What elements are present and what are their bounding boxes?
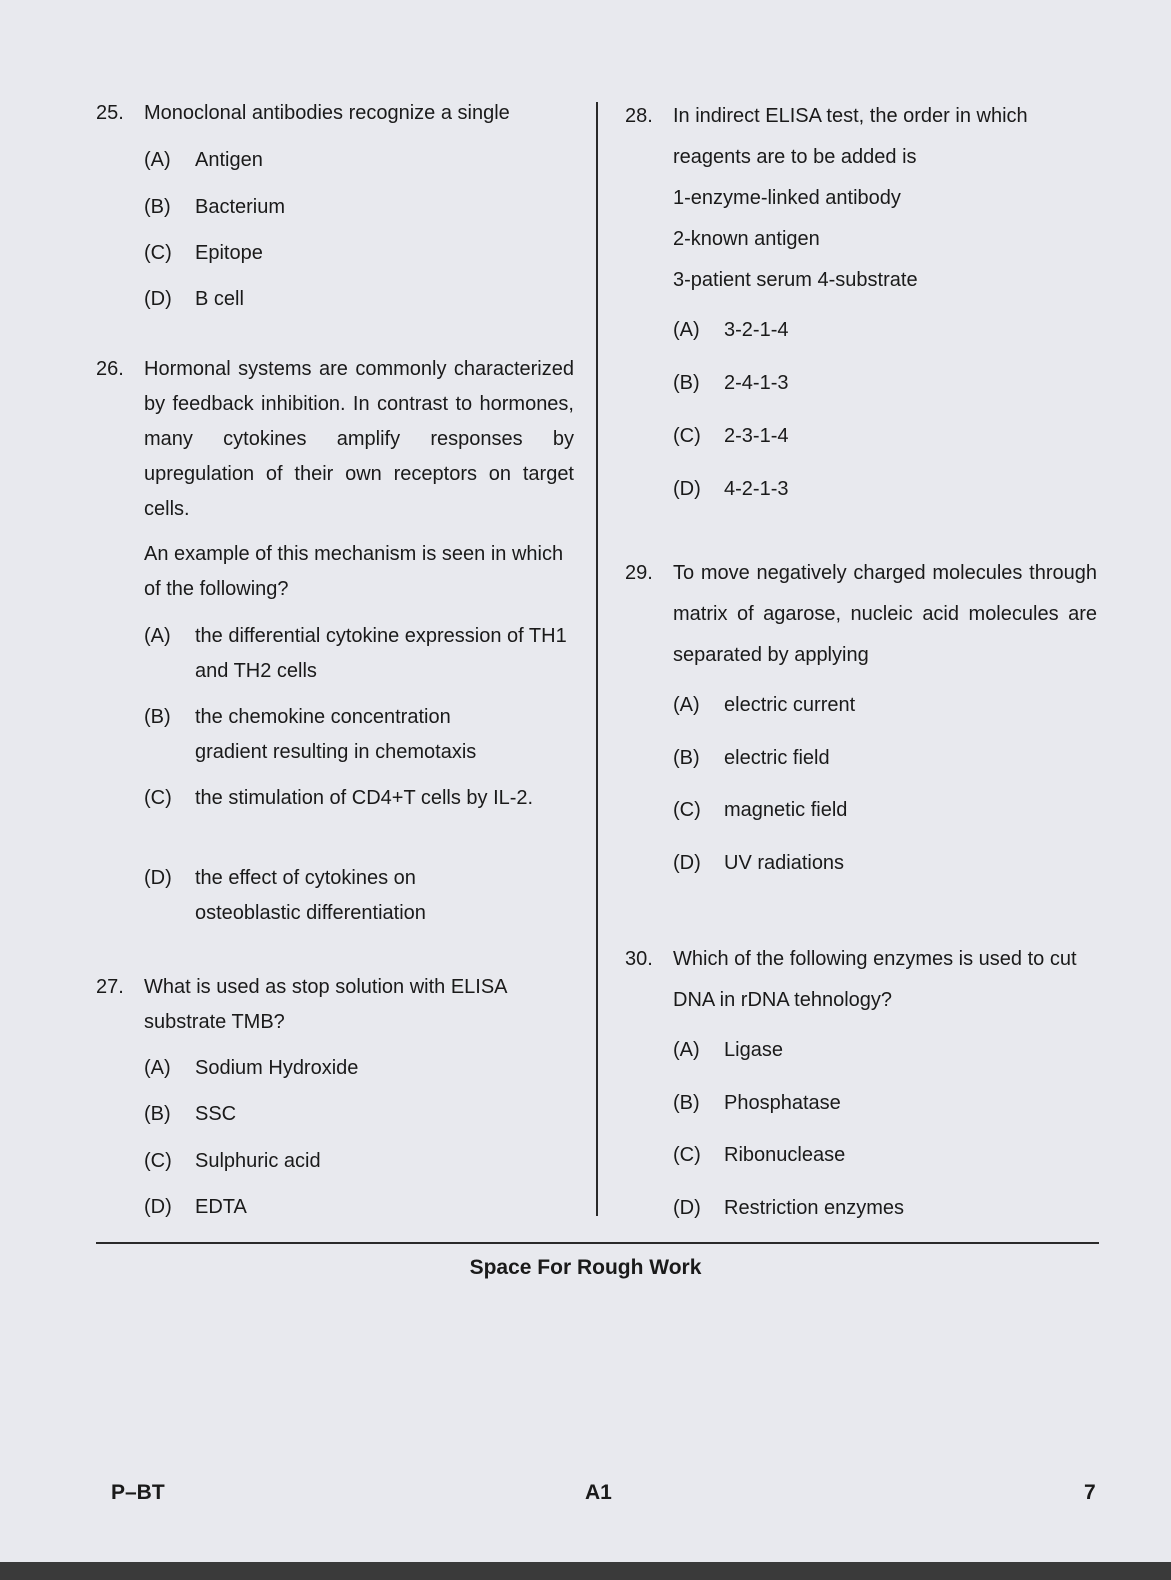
option-text: Ligase [724, 1039, 783, 1061]
option-text: UV radiations [724, 852, 845, 874]
option-text: magnetic field [724, 799, 848, 821]
question-line: In indirect ELISA test, the order in which [673, 105, 1028, 127]
option-text: 2-3-1-4 [724, 425, 789, 447]
question-text: What is used as stop solution with ELISA substrate TMB? [144, 976, 507, 1033]
option-text: Restriction enzymes [724, 1197, 905, 1219]
question-28 [625, 96, 1105, 301]
option-label: (B) [144, 196, 171, 218]
option-label: (D) [144, 1196, 172, 1218]
question-line: 1-enzyme-linked antibody [673, 187, 901, 209]
footer-series: A1 [585, 1481, 612, 1504]
rough-work-heading: Space For Rough Work [469, 1256, 702, 1279]
option-label: (A) [673, 319, 700, 341]
question-line: 2-known antigen [673, 228, 820, 250]
option-label: (D) [144, 867, 172, 889]
option-text: the stimulation of CD4+T cells by IL-2. [195, 787, 534, 809]
option-label: (D) [673, 478, 701, 500]
option-28-a [673, 313, 1105, 348]
option-25-a [144, 143, 574, 178]
option-text: Phosphatase [724, 1092, 841, 1114]
option-label: (D) [673, 852, 701, 874]
option-text: electric field [724, 747, 830, 769]
scan-bottom-edge [0, 1562, 1171, 1580]
question-number: 28. [625, 105, 653, 127]
option-29-d [673, 846, 1105, 881]
option-28-d [673, 472, 1105, 507]
option-text: 3-2-1-4 [724, 319, 789, 341]
option-28-b [673, 366, 1105, 401]
question-line: reagents are to be added is [673, 146, 917, 168]
option-25-c [144, 236, 574, 271]
option-26-a [144, 619, 574, 689]
option-30-b [673, 1086, 1105, 1121]
option-text: Bacterium [195, 196, 286, 218]
question-26 [96, 352, 574, 527]
option-text: Sulphuric acid [195, 1150, 321, 1172]
option-label: (D) [673, 1197, 701, 1219]
option-label: (B) [673, 372, 700, 394]
footer-code: P–BT [111, 1481, 165, 1504]
option-label: (C) [144, 787, 172, 809]
option-label: (C) [673, 425, 701, 447]
question-26-prompt [96, 537, 574, 607]
option-label: (A) [673, 1039, 700, 1061]
question-text: To move negatively charged molecules through matrix of agarose, nucleic acid molecules are separated by applying [673, 562, 1097, 666]
question-number: 25. [96, 102, 124, 124]
option-26-c [144, 781, 544, 816]
option-text: Sodium Hydroxide [195, 1057, 359, 1079]
question-number: 26. [96, 358, 124, 380]
question-text-2: An example of this mechanism is seen in which of the following? [144, 543, 564, 600]
option-text: Epitope [195, 242, 263, 264]
horizontal-rule [96, 1242, 1099, 1244]
question-text: Hormonal systems are commonly characterized by feedback inhibition. In contrast to hormones, many cytokines amplify responses by upregulation of their own receptors on target cells. [144, 358, 574, 520]
footer-page-number: 7 [1084, 1481, 1096, 1504]
option-label: (A) [144, 625, 171, 647]
question-number: 29. [625, 562, 653, 584]
option-30-d [673, 1191, 1105, 1226]
option-label: (C) [144, 1150, 172, 1172]
option-text: the chemokine concentration gradient resulting in chemotaxis [195, 706, 477, 763]
option-label: (A) [673, 694, 700, 716]
option-30-a [673, 1033, 1105, 1068]
option-28-c [673, 419, 1105, 454]
option-label: (D) [144, 288, 172, 310]
question-text: Which of the following enzymes is used to cut DNA in rDNA tehnology? [673, 948, 1077, 1011]
option-text: 4-2-1-3 [724, 478, 789, 500]
question-25 [96, 96, 574, 131]
option-27-c [144, 1144, 574, 1179]
option-25-d [144, 282, 574, 317]
question-number: 27. [96, 976, 124, 998]
option-label: (C) [673, 799, 701, 821]
option-30-c [673, 1138, 1105, 1173]
option-label: (A) [144, 149, 171, 171]
option-29-c [673, 793, 1105, 828]
option-text: EDTA [195, 1196, 247, 1218]
option-text: B cell [195, 288, 244, 310]
option-text: Antigen [195, 149, 263, 171]
option-label: (B) [144, 706, 171, 728]
option-text: the differential cytokine expression of TH1 and TH2 cells [195, 625, 567, 682]
option-29-b [673, 741, 1105, 776]
option-label: (B) [673, 747, 700, 769]
option-27-b [144, 1097, 574, 1132]
option-label: (B) [673, 1092, 700, 1114]
question-line: 3-patient serum 4-substrate [673, 269, 918, 291]
option-label: (B) [144, 1103, 171, 1125]
option-25-b [144, 190, 574, 225]
question-text [673, 96, 1105, 301]
question-30 [625, 939, 1105, 1021]
option-text: the effect of cytokines on osteoblastic differentiation [195, 867, 426, 924]
option-label: (C) [144, 242, 172, 264]
option-text: electric current [724, 694, 856, 716]
column-divider [596, 102, 598, 1216]
option-27-a [144, 1051, 574, 1086]
option-label: (A) [144, 1057, 171, 1079]
option-26-d [144, 861, 474, 931]
option-text: Ribonuclease [724, 1144, 846, 1166]
option-26-b [144, 700, 484, 770]
option-27-d [144, 1190, 574, 1225]
option-text: SSC [195, 1103, 237, 1125]
question-29 [625, 553, 1105, 676]
question-number: 30. [625, 948, 653, 970]
question-text: Monoclonal antibodies recognize a single [144, 102, 510, 124]
question-27 [96, 970, 574, 1040]
option-text: 2-4-1-3 [724, 372, 789, 394]
option-label: (C) [673, 1144, 701, 1166]
option-29-a [673, 688, 1105, 723]
